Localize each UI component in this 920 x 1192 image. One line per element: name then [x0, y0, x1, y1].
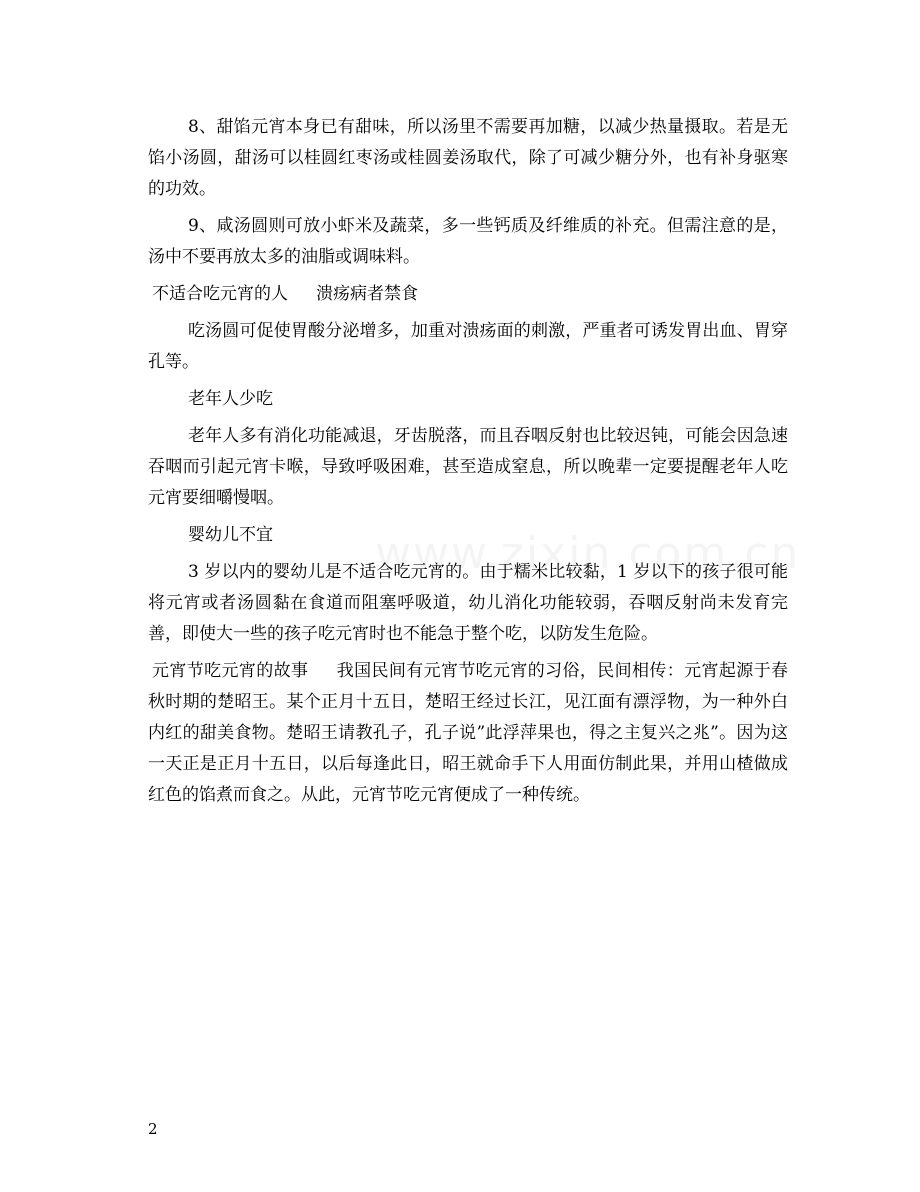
elderly-heading: 老年人少吃	[188, 389, 273, 409]
page-number: 2	[148, 1120, 158, 1138]
ulcer-heading: 溃疡病者禁食	[316, 284, 418, 304]
document-body	[148, 112, 788, 817]
elderly-paragraph: 老年人多有消化功能减退，牙齿脱落，而且吞咽反射也比较迟钝，可能会因急速吞咽而引起元宵卡喉，导致呼吸困难，甚至造成窒息，所以晚辈一定要提醒老年人吃元宵要细嚼慢咽。	[148, 426, 788, 508]
section-title: 不适合吃元宵的人	[152, 284, 288, 304]
paragraph-9: 9、咸汤圆则可放小虾米及蔬菜，多一些钙质及纤维质的补充。但需注意的是，汤中不要再放太多的油脂或调味料。	[148, 216, 788, 267]
story-title: 元宵节吃元宵的故事	[152, 661, 309, 681]
section-heading-line	[148, 279, 788, 310]
infant-heading: 婴幼儿不宜	[188, 525, 273, 545]
infant-paragraph: 3 岁以内的婴幼儿是不适合吃元宵的。由于糯米比较黏，1 岁以下的孩子很可能将元宵或者汤圆黏在食道而阻塞呼吸道，幼儿消化功能较弱，吞咽反射尚未发育完善，即使大一些的孩子吃元宵时也不能急于整个吃，以防发生危险。	[148, 562, 788, 644]
story-paragraph	[148, 656, 788, 811]
paragraph-8: 8、甜馅元宵本身已有甜味，所以汤里不需要再加糖，以减少热量摄取。若是无馅小汤圆，甜汤可以桂圆红枣汤或桂圆姜汤取代，除了可减少糖分外，也有补身驱寒的功效。	[148, 117, 788, 199]
story-text: 我国民间有元宵节吃元宵的习俗，民间相传：元宵起源于春秋时期的楚昭王。某个正月十五日，楚昭王经过长江，见江面有漂浮物，为一种外白内红的甜美食物。楚昭王请教孔子，孔子说”此浮萍果也，得之主复兴之兆”。因为这一天正是正月十五日，以后每逢此日，昭王就命手下人用面仿制此果，并用山楂做成红色的馅煮而食之。从此，元宵节吃元宵便成了一种传统。	[148, 661, 788, 805]
ulcer-paragraph: 吃汤圆可促使胃酸分泌增多，加重对溃疡面的刺激，严重者可诱发胃出血、胃穿孔等。	[148, 321, 788, 372]
